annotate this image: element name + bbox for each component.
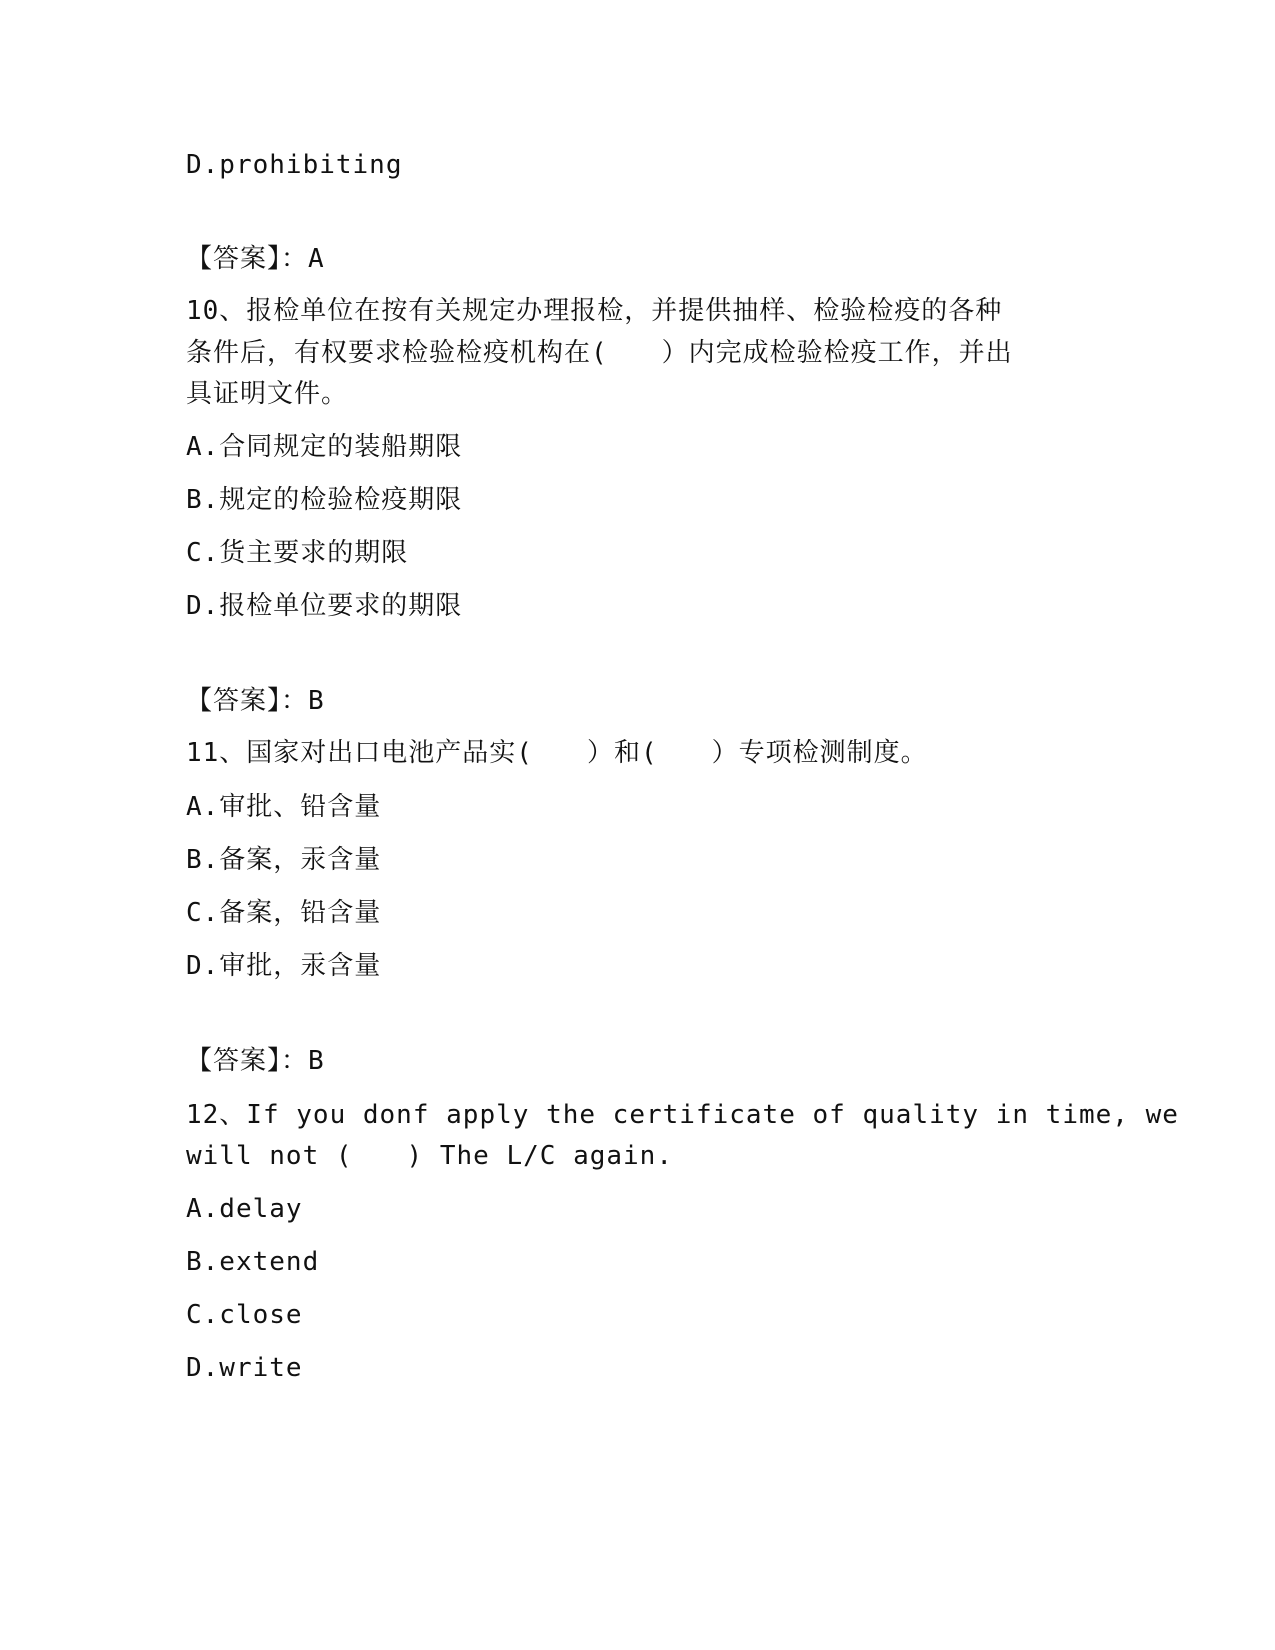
question-11-option-c: C.备案，铅含量 bbox=[186, 898, 382, 928]
question-12-stem-line-1: 12、If you donf apply the certificate of quality in time, we bbox=[186, 1100, 1179, 1130]
answer-label: 【答案】： bbox=[186, 244, 309, 274]
question-12-option-c: C.close bbox=[186, 1300, 303, 1330]
question-12-stem-line-2: will not ( ) The L/C again. bbox=[186, 1141, 673, 1171]
question-10-stem-line-1: 10、报检单位在按有关规定办理报检，并提供抽样、检验检疫的各种 bbox=[186, 296, 1003, 326]
answer-value: A bbox=[308, 244, 325, 274]
question-10-option-a: A.合同规定的装船期限 bbox=[186, 432, 463, 462]
answer-label: 【答案】： bbox=[186, 686, 309, 716]
question-10-option-c: C.货主要求的期限 bbox=[186, 538, 409, 568]
question-10-option-d: D.报检单位要求的期限 bbox=[186, 591, 463, 621]
question-11-option-d: D.审批，汞含量 bbox=[186, 951, 382, 981]
answer-value: B bbox=[308, 1046, 325, 1076]
question-11-option-b: B.备案，汞含量 bbox=[186, 845, 382, 875]
question-11-option-a: A.审批、铅含量 bbox=[186, 792, 382, 822]
question-10-option-b: B.规定的检验检疫期限 bbox=[186, 485, 463, 515]
question-11-answer bbox=[186, 1046, 325, 1076]
answer-value: B bbox=[308, 686, 325, 716]
question-10-stem-line-3: 具证明文件。 bbox=[186, 379, 349, 409]
question-12-option-a: A.delay bbox=[186, 1194, 303, 1224]
question-9-option-d: D.prohibiting bbox=[186, 150, 403, 180]
question-10-stem-line-2: 条件后，有权要求检验检疫机构在( ）内完成检验检疫工作，并出 bbox=[186, 338, 1013, 368]
question-9-answer bbox=[186, 244, 325, 274]
question-10-answer bbox=[186, 686, 325, 716]
question-12-option-b: B.extend bbox=[186, 1247, 320, 1277]
question-11-stem: 11、国家对出口电池产品实( ）和( ）专项检测制度。 bbox=[186, 738, 928, 768]
answer-label: 【答案】： bbox=[186, 1046, 309, 1076]
question-12-option-d: D.write bbox=[186, 1353, 303, 1383]
